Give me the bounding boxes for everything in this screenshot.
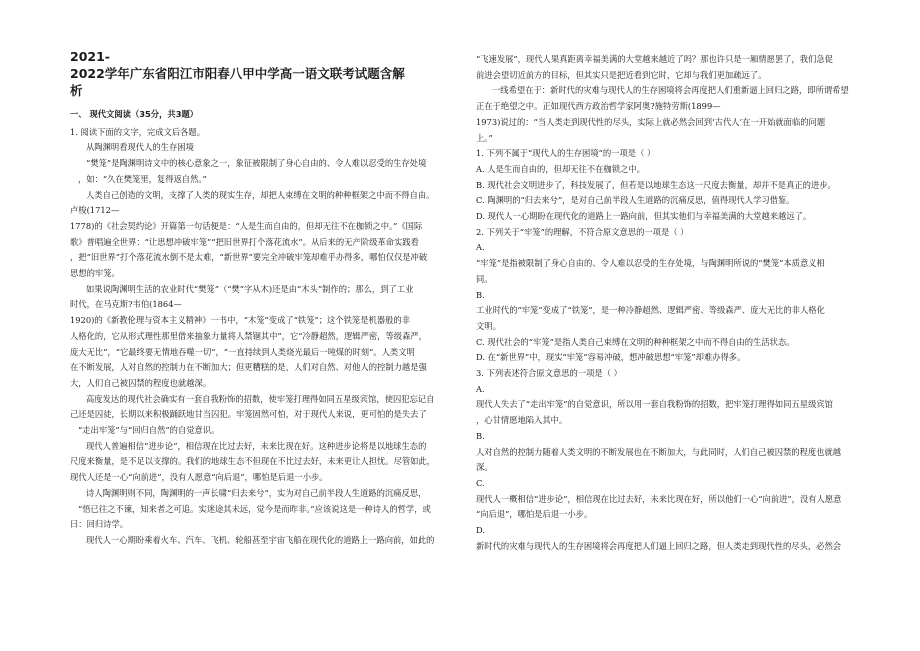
right-text-line: 现代人失去了“走出牢笼”的自觉意识，所以用一套自我粉饰的招数，把牢笼打理得如同五星级宾馆 — [476, 399, 833, 410]
right-text-line: 一线希望在于：新时代的灾难与现代人的生存困境将会再度把人们重新逼上回归之路，即所谓希望 — [492, 85, 849, 96]
left-text-line: 1920)的《新教伦理与资本主义精神》一书中，“木笼”变成了“铁笼”；这个铁笼是机器般的非 — [70, 315, 411, 326]
right-text-line: B. — [476, 430, 485, 441]
right-text-line: D. — [476, 525, 485, 536]
right-text-line: 1973)说过的：“当人类走到现代性的尽头，实际上就必然会回到‘古代人’在一开始就面临的问题 — [476, 116, 826, 127]
left-column — [70, 48, 442, 549]
left-text-line: 己还是囚徒，长期以来积极踊跃地甘当囚犯。牢笼固然可怕，对于现代人来说，更可怕的是失去了 — [70, 409, 427, 420]
right-text-line: D. 在“新世界”中，现实“牢笼”容易冲破，想冲破思想“牢笼”却难办得多。 — [476, 352, 746, 363]
left-text-line: 歌》普唱遍全世界：“让思想冲破牢笼”“把旧世界打个落花流水”。从后来的无产阶级革命实践看 — [70, 236, 419, 247]
right-text-line: 文明。 — [476, 320, 501, 331]
title-line-1: 2021- — [70, 49, 110, 64]
left-text-line: 高度发达的现代社会确实有一套自我粉饰的招数，使牢笼打理得如同五星级宾馆，使囚犯忘记自 — [86, 393, 435, 404]
right-text-line: 上。” — [476, 132, 493, 143]
left-text-line: 1. 阅读下面的文字，完成文后各题。 — [70, 126, 206, 137]
right-text-line: B. — [476, 289, 485, 300]
document-title — [70, 48, 442, 99]
left-text-line: 大，人们自己被囚禁的程度也就越深。 — [70, 377, 212, 388]
right-text-line: 前进会望切近前方的目标，但其实只是把近看到它时，它却与我们更加疏远了。 — [476, 69, 767, 80]
left-text-line: “樊笼”是陶渊明诗文中的核心意象之一，象征被限制了身心自由的、令人难以忍受的生存处境 — [86, 158, 427, 169]
right-text-line: “向后退”，哪怕是后退一小步。 — [476, 509, 593, 520]
left-text-line: ，如：“久在樊笼里，复得返自然。” — [78, 173, 207, 184]
left-text-line: 从陶渊明看现代人的生存困境 — [86, 142, 194, 153]
left-text-line: 时代，在马克斯?韦伯(1864— — [70, 299, 182, 310]
right-text-line: A. — [476, 242, 485, 253]
title-line-2: 2022学年广东省阳江市阳春八甲中学高一语文联考试题含解 — [70, 66, 405, 81]
left-text-lines — [70, 125, 442, 549]
right-text-line: “飞速发展”，现代人果真距离幸福美满的大堂越来越近了吗？那也许只是一厢情愿罢了，我们急促 — [476, 54, 833, 64]
right-text-line: “牢笼”是指被限制了身心自由的、令人难以忍受的生存处境，与陶渊明所说的“樊笼”本质意义相 — [476, 258, 825, 269]
right-text-line: 同。 — [476, 273, 493, 284]
section-heading: 一、 现代文阅读（35分，共3题） — [70, 109, 199, 119]
left-text-line: 庞大无比”，“它最终要无情地吞噬一切”，“一直持续到人类烧光最后一吨煤的时刻”。人类文明 — [70, 346, 415, 357]
left-text-line: “走出牢笼”与“回归自然”的自觉意识。 — [78, 425, 220, 436]
left-text-line: 现代人普遍相信“进步论”，相信现在比过去好，未来比现在好。这种进步论将是以地球生态的 — [86, 440, 427, 451]
left-text-line: 现代人一心期盼乘着火车、汽车、飞机、轮船甚至宇宙飞船在现代化的道路上一路向前，如此的 — [86, 534, 435, 545]
right-text-line: A. 人是生而自由的，但却无往不在枷锁之中。 — [476, 163, 645, 174]
right-text-line: ，心甘情愿地陷入其中。 — [476, 415, 568, 426]
right-text-lines — [476, 52, 851, 555]
right-text-line: 人对自然的控制力随着人类文明的不断发展也在不断加大，与此同时，人们自己被囚禁的程度也就越 — [476, 446, 842, 457]
right-text-line: C. — [476, 477, 485, 488]
right-text-line: 现代人一概相信“进步论”，相信现在比过去好，未来比现在好，所以他们一心“向前进”，没有人愿意 — [476, 493, 842, 504]
left-text-line: 人类自己创造的文明，支撑了人类的现实生存，却把人束缚在文明的种种框架之中而不得自由。 — [86, 189, 435, 200]
left-text-line: 如果说陶渊明生活的农业时代“樊笼”（“樊”字从木)还是由“木头”制作的；那么，到了工业 — [86, 283, 414, 294]
right-text-line: C. 陶渊明的“归去来兮”，是对自己前半段人生道路的沉痛反思，值得现代人学习借鉴。 — [476, 195, 795, 206]
right-column — [476, 52, 851, 555]
right-text-line: 深。 — [476, 462, 493, 473]
right-text-line: 2. 下列关于“牢笼”的理解，不符合原文意思的一项是（ ） — [476, 226, 689, 237]
left-text-line: 1778)的《社会契约论》开篇第一句话便是：“人是生而自由的，但却无往不在枷锁之中。”《国际 — [70, 220, 423, 231]
right-text-line: B. 现代社会文明进步了，科技发展了，但若是以地球生态这一尺度去衡量，却并不是真正的进步。 — [476, 179, 836, 190]
right-text-line: 工业时代的“牢笼”变成了“铁笼”，是一种冷静超然、逻辑严密、等级森严、庞大无比的非人格化 — [476, 305, 825, 316]
left-text-line: 在不断发展，人对自然的控制力在不断加大；但更糟糕的是，人们对自然、对他人的控制力越是强 — [70, 362, 427, 373]
right-text-line: D. 现代人一心期盼在现代化的道路上一路向前，但其实他们与幸福美满的大堂越来越远了。 — [476, 211, 812, 222]
left-text-line: 思想的牢笼。 — [70, 268, 120, 279]
left-text-line: “悟已往之不谏，知来者之可追。实迷途其未远，觉今是而昨非。”应该说这是一种诗人的哲学，或 — [78, 503, 431, 514]
left-text-line: 诗人陶渊明则不同，陶渊明的一声长啸“归去来兮”，实为对自己前半段人生道路的沉痛反思， — [86, 487, 427, 498]
left-text-line: ，把“旧世界”打个落花流水倒不是太难，“新世界”要完全冲破牢笼却难乎办得多，哪怕仅仅是冲破 — [70, 252, 428, 263]
title-line-3: 析 — [70, 83, 83, 98]
right-text-line: C. 现代社会的“牢笼”是指人类自己束缚在文明的种种框架之中而不得自由的生活状态。 — [476, 336, 795, 347]
left-text-line: 人格化的，它从形式理性那里借来抽象力量将人禁锢其中”，它“冷静超然，逻辑严密，等级森严， — [70, 330, 427, 341]
right-text-line: 1. 下列不属于“现代人的生存困境”的一项是（ ） — [476, 148, 656, 159]
right-text-line: 3. 下列表述符合原文意思的一项是（ ） — [476, 368, 622, 379]
right-text-line: 新时代的灾难与现代人的生存困境将会再度把人们逼上回归之路，但人类走到现代性的尽头，必然会 — [476, 540, 842, 551]
right-text-line: 正在于绝望之中。正如现代西方政治哲学家阿奥?施特劳斯(1899— — [476, 101, 721, 112]
left-text-line: 尺度来衡量，是不足以支撑的。我们的地球生态不但现在不比过去好，未来更让人担忧。尽管如此， — [70, 456, 436, 467]
left-text-line: 现代人还是一心“向前进”，没有人愿意“向后退”，哪怕是后退一小步。 — [70, 472, 328, 483]
right-text-line: A. — [476, 383, 485, 394]
left-text-line: 卢梭(1712— — [70, 205, 120, 216]
left-text-line: 曰：回归诗学。 — [70, 519, 129, 530]
